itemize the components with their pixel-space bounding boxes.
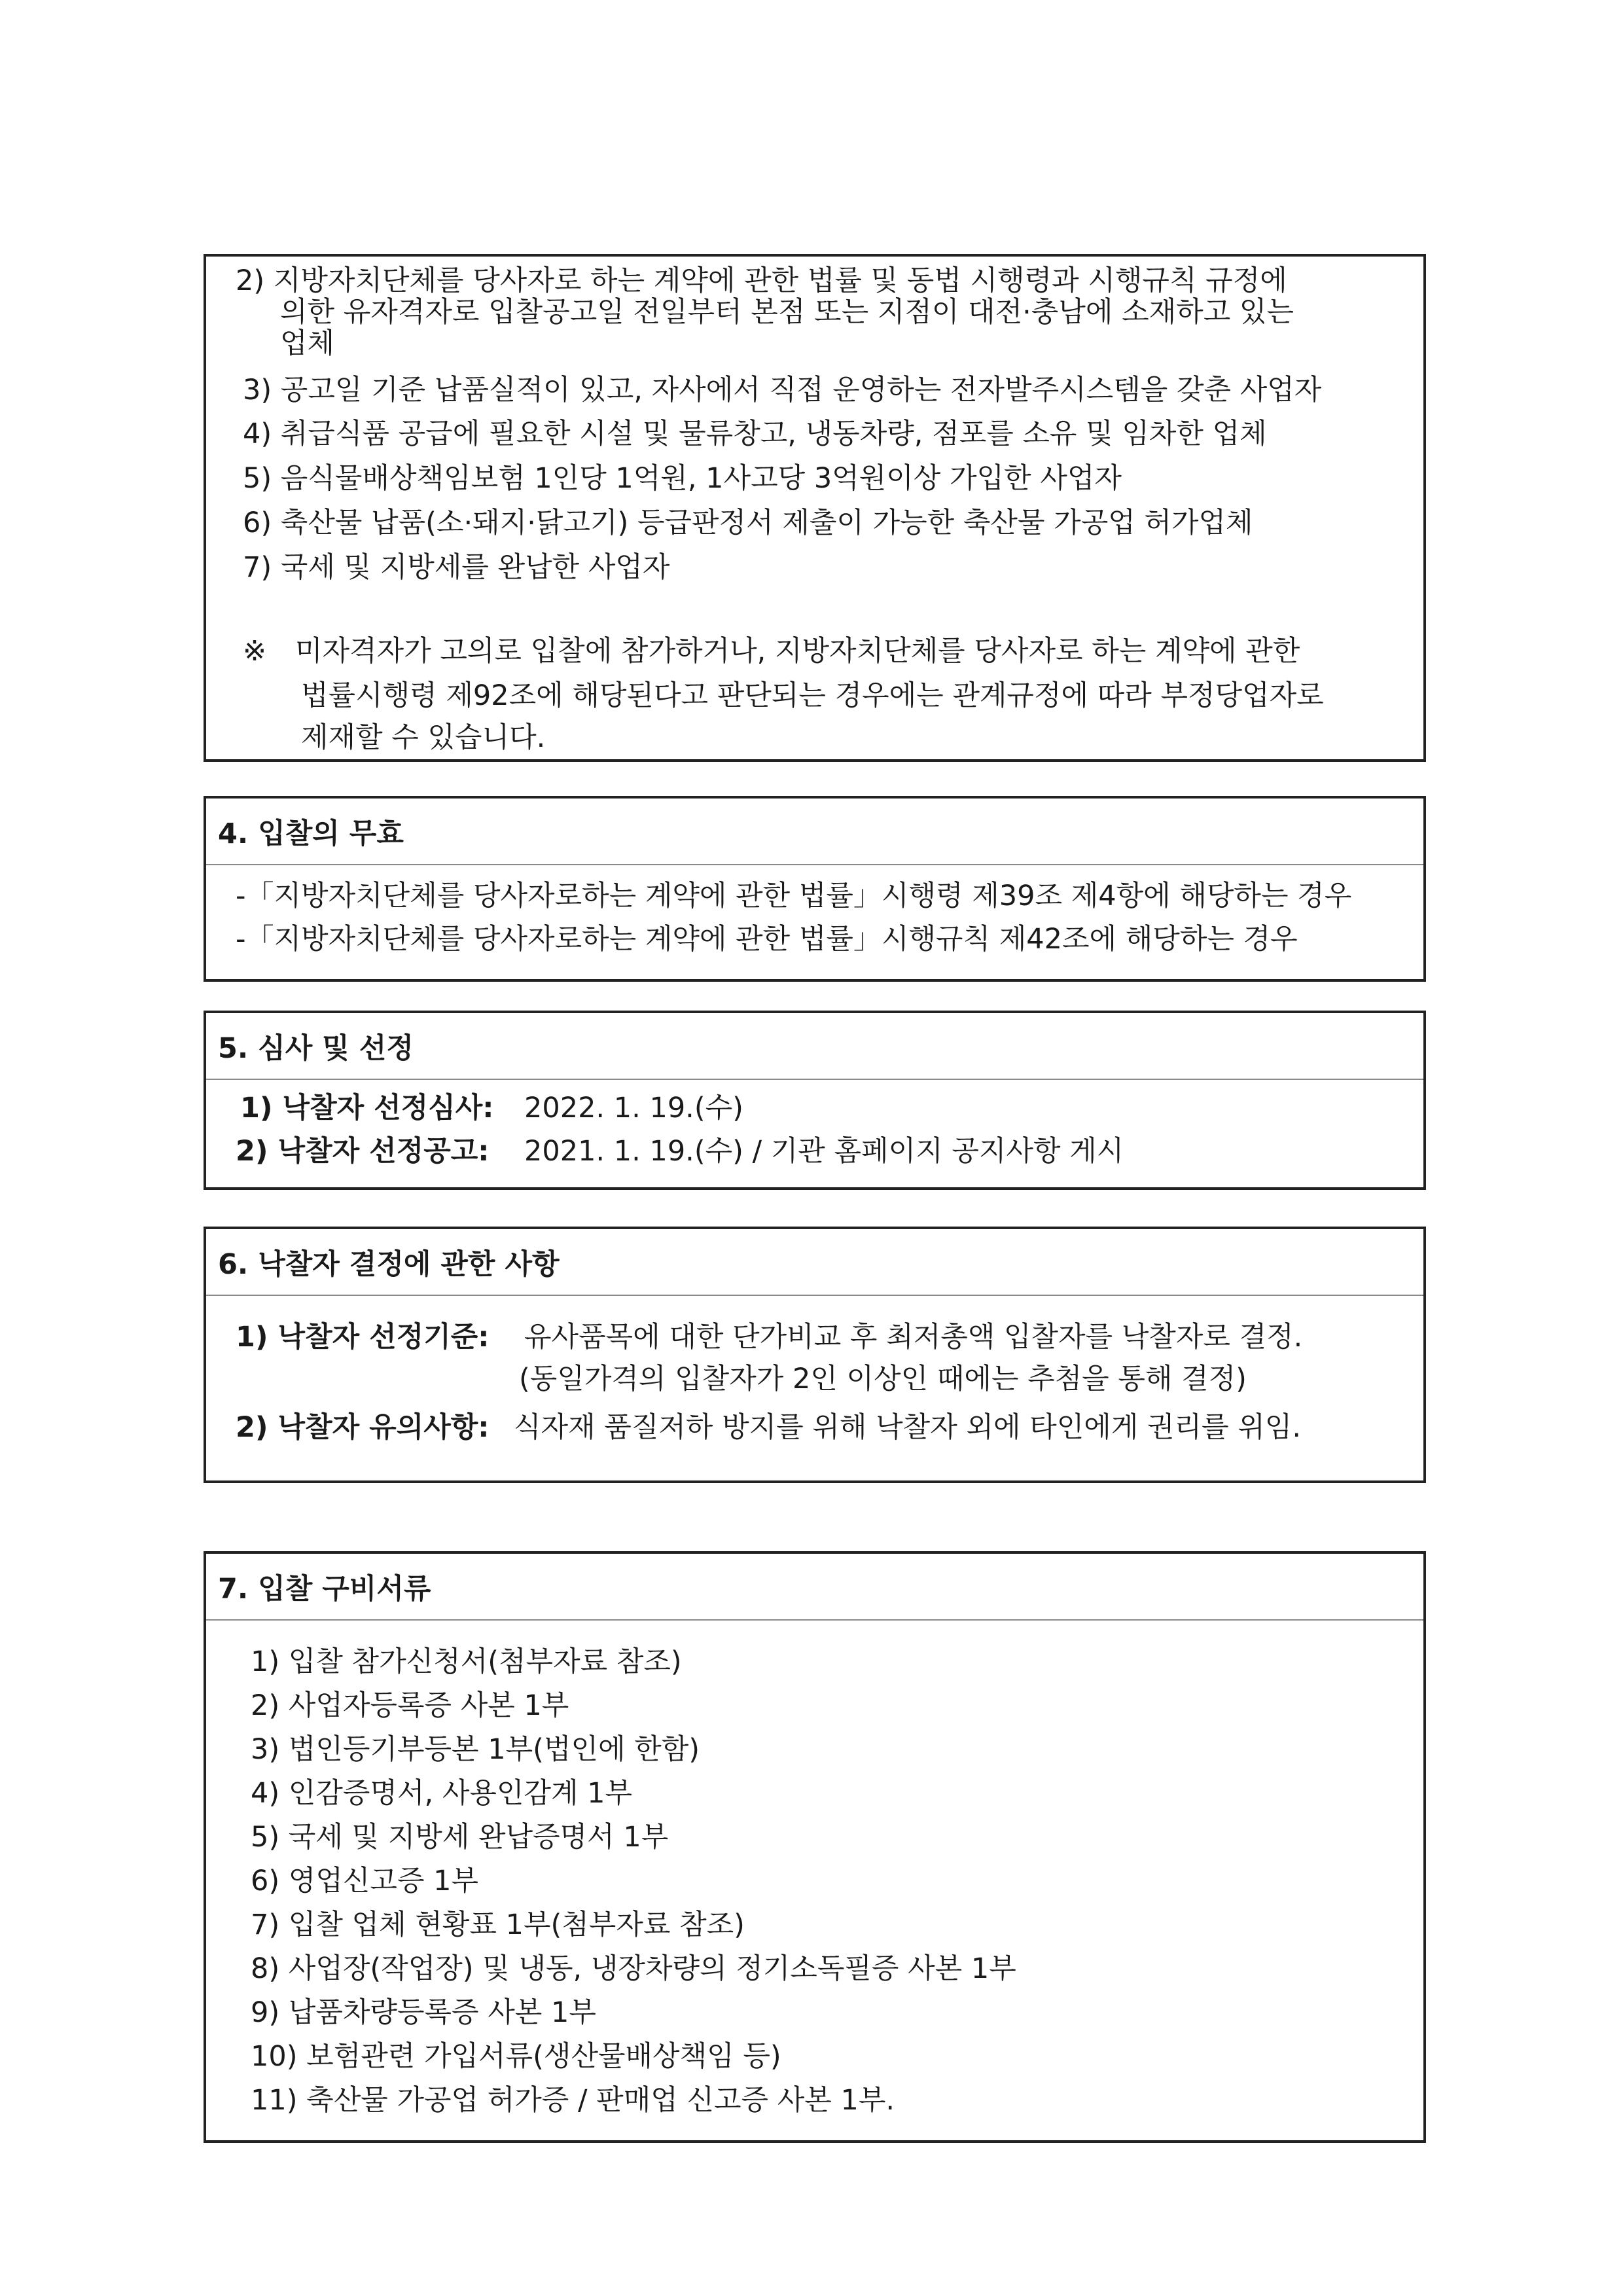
review-value-1: 2022. 1. 19.(수) [524, 1092, 743, 1124]
award-value-2: 식자재 품질저하 방지를 위해 낙찰자 외에 타인에게 권리를 위임. [514, 1411, 1302, 1444]
document-item-1: 1) 입찰 참가신청서(첨부자료 참조) [251, 1645, 682, 1678]
document-item-2: 2) 사업자등록증 사본 1부 [251, 1689, 569, 1722]
document-item-6: 6) 영업신고증 1부 [251, 1865, 479, 1897]
qualification-item-5: 5) 음식물배상책임보험 1인당 1억원, 1사고당 3억원이상 가입한 사업자 [243, 462, 1122, 495]
document-item-8: 8) 사업장(작업장) 및 냉동, 냉장차량의 정기소독필증 사본 1부 [251, 1952, 1016, 1985]
qualification-item-3: 3) 공고일 기준 납품실적이 있고, 자사에서 직접 운영하는 전자발주시스템을 갖춘 사업자 [243, 374, 1322, 406]
note-mark: ※ [243, 635, 267, 668]
section-bid-invalidity [204, 796, 1426, 982]
qualification-item-2-line-2: 의한 유자격자로 입찰공고일 전일부터 본점 또는 지점이 대전·충남에 소재하고 있는 [280, 296, 1294, 329]
document-item-9: 9) 납품차량등록증 사본 1부 [251, 1996, 596, 2029]
qualification-item-7: 7) 국세 및 지방세를 완납한 사업자 [243, 551, 670, 584]
section-title: 6. 낙찰자 결정에 관한 사항 [206, 1229, 1423, 1296]
document-item-5: 5) 국세 및 지방세 완납증명서 1부 [251, 1821, 669, 1854]
note-line-3: 제재할 수 있습니다. [301, 721, 546, 754]
note-line-1: 미자격자가 고의로 입찰에 참가하거나, 지방자치단체를 당사자로 하는 계약에 관한 [295, 635, 1300, 668]
section-review-selection [204, 1011, 1426, 1190]
award-value-1-note: (동일가격의 입찰자가 2인 이상인 때에는 추첨을 통해 결정) [519, 1363, 1247, 1395]
award-label-2: 2) 낙찰자 유의사항: [236, 1411, 490, 1444]
qualification-item-4: 4) 취급식품 공급에 필요한 시설 및 물류창고, 냉동차량, 점포를 소유 및 임차한 업체 [243, 418, 1267, 450]
invalidity-item-2: -「지방자치단체를 당사자로하는 계약에 관한 법률」시행규칙 제42조에 해당하는 경우 [236, 923, 1298, 956]
section-title: 5. 심사 및 선정 [206, 1013, 1423, 1080]
document-item-7: 7) 입찰 업체 현황표 1부(첨부자료 참조) [251, 1909, 745, 1941]
section-award-decision [204, 1227, 1426, 1483]
qualification-item-2-line-1: 2) 지방자치단체를 당사자로 하는 계약에 관한 법률 및 동법 시행령과 시행규칙 규정에 [236, 264, 1287, 297]
qualification-box [204, 254, 1426, 762]
section-required-documents [204, 1551, 1426, 2143]
document-item-3: 3) 법인등기부등본 1부(법인에 한함) [251, 1733, 700, 1766]
section-title: 4. 입찰의 무효 [206, 798, 1423, 865]
note-line-2: 법률시행령 제92조에 해당된다고 판단되는 경우에는 관계규정에 따라 부정당업자로 [301, 679, 1324, 712]
document-item-11: 11) 축산물 가공업 허가증 / 판매업 신고증 사본 1부. [251, 2084, 895, 2117]
section-title: 7. 입찰 구비서류 [206, 1554, 1423, 1621]
award-label-1: 1) 낙찰자 선정기준: [236, 1321, 490, 1354]
document-item-4: 4) 인감증명서, 사용인감계 1부 [251, 1777, 633, 1810]
award-value-1: 유사품목에 대한 단가비교 후 최저총액 입찰자를 낙찰자로 결정. [524, 1321, 1303, 1354]
review-value-2: 2021. 1. 19.(수) / 기관 홈페이지 공지사항 게시 [524, 1135, 1124, 1168]
review-label-1: 1) 낙찰자 선정심사: [240, 1092, 494, 1124]
qualification-item-2-line-3: 업체 [280, 327, 335, 360]
document-item-10: 10) 보험관련 가입서류(생산물배상책임 등) [251, 2040, 781, 2073]
review-label-2: 2) 낙찰자 선정공고: [236, 1135, 490, 1168]
qualification-item-6: 6) 축산물 납품(소·돼지·닭고기) 등급판정서 제출이 가능한 축산물 가공업 허가업체 [243, 507, 1253, 539]
invalidity-item-1: -「지방자치단체를 당사자로하는 계약에 관한 법률」시행령 제39조 제4항에 해당하는 경우 [236, 880, 1352, 912]
